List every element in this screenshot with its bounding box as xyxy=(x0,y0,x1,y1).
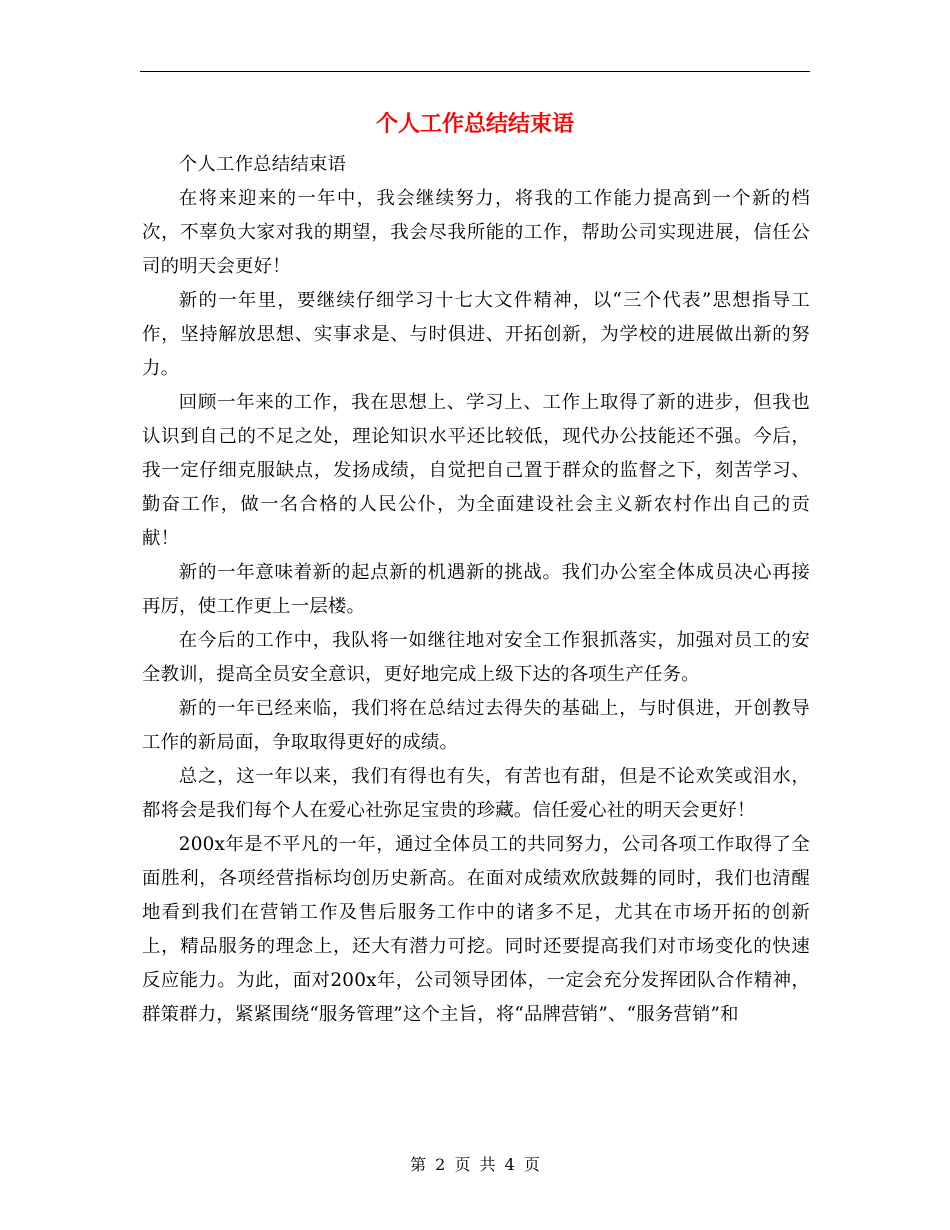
header-rule xyxy=(140,71,810,72)
page-number-footer: 第 2 页 共 4 页 xyxy=(410,1155,540,1174)
paragraph: 新的一年已经来临，我们将在总结过去得失的基础上，与时俱进，开创教导工作的新局面，争取取得更好的成绩。 xyxy=(142,698,810,753)
paragraph: 总之，这一年以来，我们有得也有失，有苦也有甜，但是不论欢笑或泪水，都将会是我们每个人在爱心社弥足宝贵的珍藏。信任爱心社的明天会更好！ xyxy=(142,766,810,821)
paragraph: 回顾一年来的工作，我在思想上、学习上、工作上取得了新的进步，但我也认识到自己的不足之处，理论知识水平还比较低，现代办公技能还不强。今后，我一定仔细克服缺点，发扬成绩，自觉把自己置于群众的监督之下，刻苦学习、勤奋工作，做一名合格的人民公仆，为全面建设社会主义新农村作出自己的贡献！ xyxy=(142,392,810,549)
paragraph: 在今后的工作中，我队将一如继往地对安全工作狠抓落实，加强对员工的安全教训，提高全员安全意识，更好地完成上级下达的各项生产任务。 xyxy=(142,630,810,685)
paragraph: 新的一年里，要继续仔细学习十七大文件精神，以“三个代表”思想指导工作，坚持解放思想、实事求是、与时俱进、开拓创新，为学校的进展做出新的努力。 xyxy=(142,290,810,379)
document-title: 个人工作总结结束语 xyxy=(375,111,574,137)
document-body xyxy=(142,148,810,1032)
paragraph: 在将来迎来的一年中，我会继续努力，将我的工作能力提高到一个新的档次，不辜负大家对我的期望，我会尽我所能的工作，帮助公司实现进展，信任公司的明天会更好！ xyxy=(142,188,810,277)
paragraph: 200x年是不平凡的一年，通过全体员工的共同努力，公司各项工作取得了全面胜利，各项经营指标均创历史新高。在面对成绩欢欣鼓舞的同时，我们也清醒地看到我们在营销工作及售后服务工作中的诸多不足，尤其在市场开拓的创新上，精品服务的理念上，还大有潜力可挖。同时还要提高我们对市场变化的快速反应能力。为此，面对200x年，公司领导团体，一定会充分发挥团队合作精神，群策群力，紧紧围绕“服务管理”这个主旨，将“品牌营销”、“服务营销”和 xyxy=(142,834,810,1025)
paragraph: 新的一年意味着新的起点新的机遇新的挑战。我们办公室全体成员决心再接再厉，使工作更上一层楼。 xyxy=(142,562,810,617)
paragraph-subtitle: 个人工作总结结束语 xyxy=(178,154,347,175)
